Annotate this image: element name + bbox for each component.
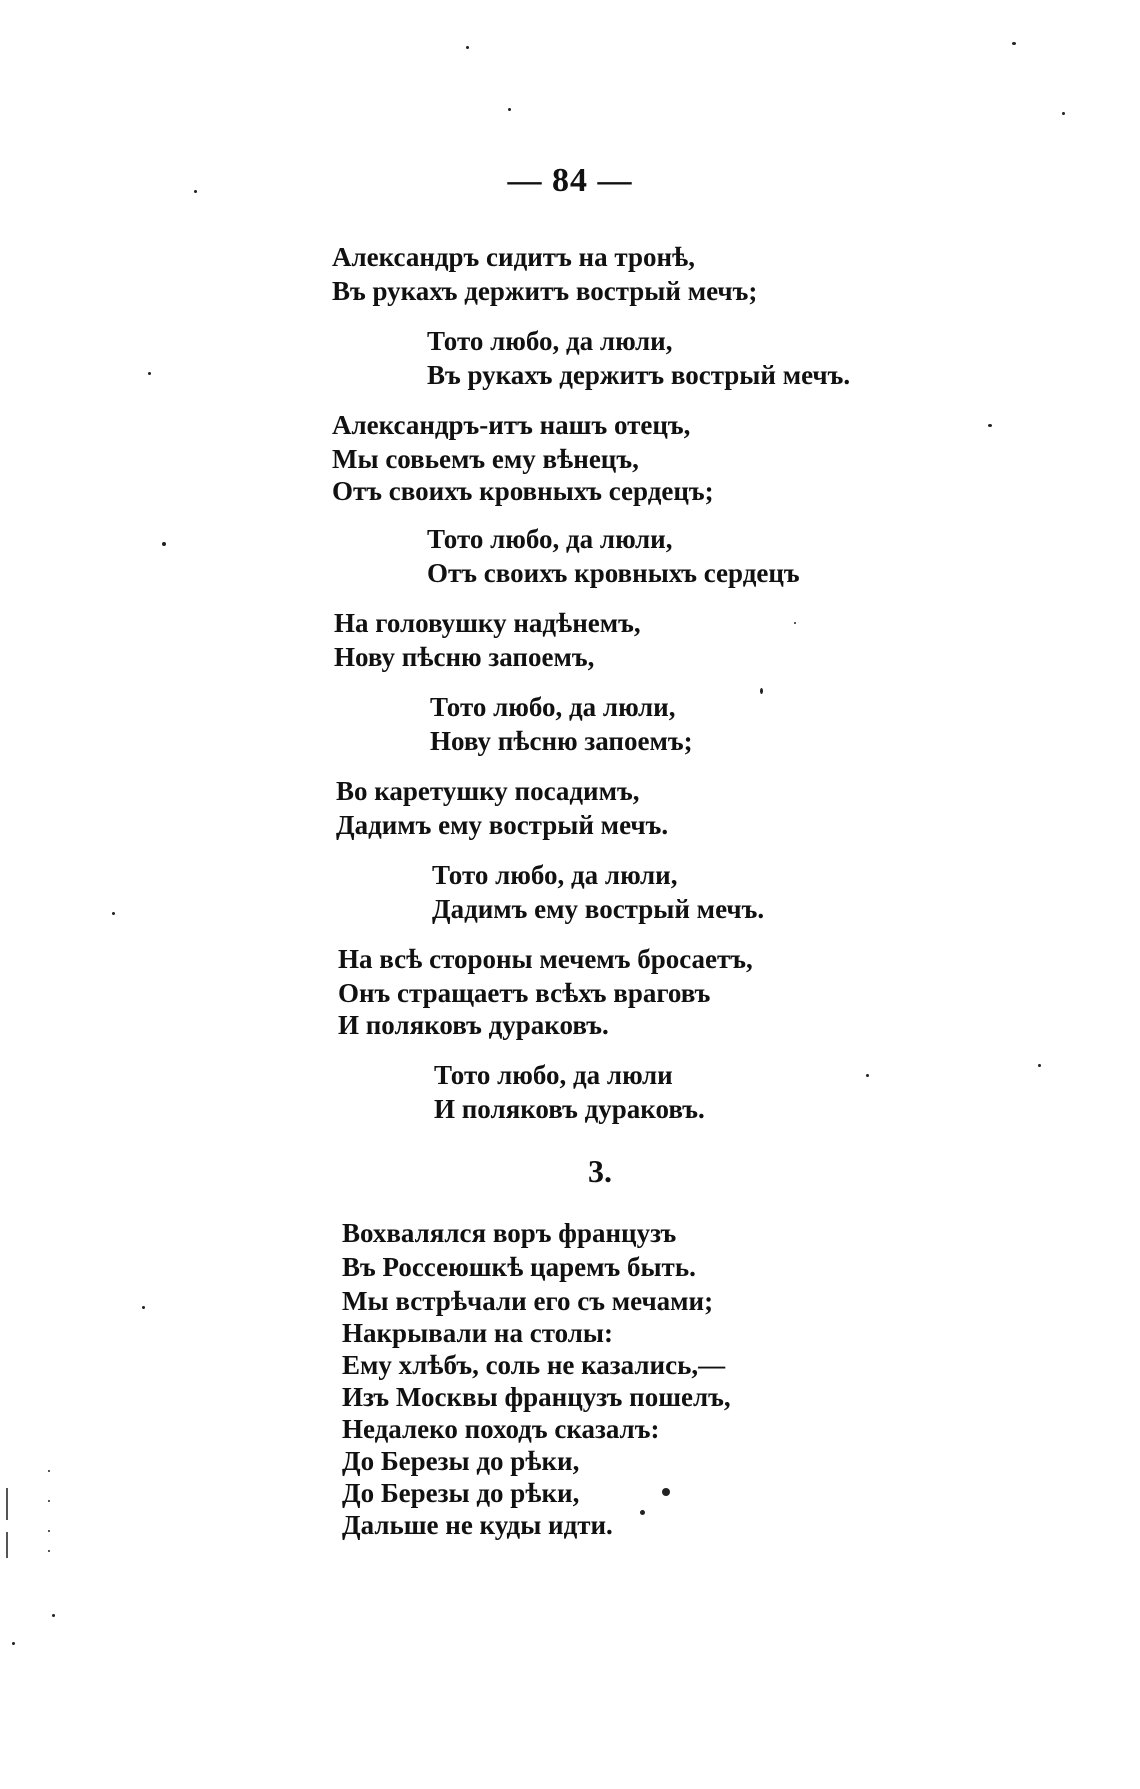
- verse-line: Мы совьемъ ему вѣнецъ,: [332, 444, 639, 474]
- scan-speck: [52, 1614, 55, 1617]
- verse-line: Дадимъ ему вострый мечъ.: [336, 810, 669, 840]
- verse-line: Мы встрѣчали его съ мечами;: [342, 1286, 714, 1316]
- page-number: — 84 —: [507, 162, 633, 199]
- refrain-line: Отъ своихъ кровныхъ сердецъ: [427, 558, 800, 588]
- verse-line: До Березы до рѣки,: [342, 1446, 580, 1476]
- section-number: 3.: [588, 1153, 612, 1189]
- scan-speck: [12, 1642, 15, 1645]
- verse-line: И поляковъ дураковъ.: [338, 1010, 609, 1040]
- verse-line: На головушку надѣнемъ,: [334, 608, 641, 638]
- scan-speck: [112, 912, 115, 915]
- verse-line: Александръ-итъ нашъ отецъ,: [332, 410, 691, 440]
- margin-mark: [6, 1532, 8, 1558]
- verse-line: Онъ стращаетъ всѣхъ враговъ: [338, 978, 711, 1008]
- scan-speck: [866, 1074, 869, 1077]
- verse-line: Въ рукахъ держитъ вострый мечъ;: [332, 276, 758, 306]
- scan-speck: [794, 622, 796, 624]
- refrain-line: И поляковъ дураковъ.: [434, 1094, 705, 1124]
- verse-line: Изъ Москвы французъ пошелъ,: [342, 1382, 731, 1412]
- verse-line: На всѣ стороны мечемъ бросаетъ,: [338, 944, 753, 974]
- scan-speck: [640, 1510, 645, 1515]
- verse-line: Дальше не куды идти.: [342, 1510, 613, 1540]
- scan-speck: [148, 372, 151, 375]
- verse-line: Ему хлѣбъ, соль не казались,—: [342, 1350, 726, 1380]
- refrain-line: Тото любо, да люли: [434, 1060, 673, 1090]
- verse-line: Недалеко походъ сказалъ:: [342, 1414, 660, 1444]
- verse-line: Вохвалялся воръ французъ: [342, 1218, 677, 1248]
- scan-speck: [1038, 1064, 1041, 1067]
- scan-speck: [162, 542, 166, 546]
- refrain-line: Въ рукахъ держитъ вострый мечъ.: [427, 360, 851, 390]
- verse-line: До Березы до рѣки,: [342, 1478, 580, 1508]
- scan-speck: [142, 1306, 145, 1309]
- scan-speck: [48, 1550, 50, 1552]
- verse-line: Во каретушку посадимъ,: [336, 776, 640, 806]
- scan-speck: [466, 46, 469, 49]
- margin-mark: [6, 1488, 8, 1520]
- verse-line: Александръ сидитъ на тронѣ,: [332, 242, 695, 272]
- refrain-line: Дадимъ ему вострый мечъ.: [432, 894, 765, 924]
- scan-speck: [194, 190, 197, 193]
- verse-line: Въ Россеюшкѣ царемъ быть.: [342, 1252, 696, 1282]
- scan-speck: [1062, 112, 1065, 115]
- scan-speck: [48, 1500, 50, 1502]
- scan-speck: [48, 1470, 50, 1472]
- verse-line: Нову пѣсню запоемъ,: [334, 642, 595, 672]
- scan-speck: [760, 688, 763, 694]
- refrain-line: Тото любо, да люли,: [432, 860, 678, 890]
- verse-line: Отъ своихъ кровныхъ сердецъ;: [332, 476, 714, 506]
- refrain-line: Тото любо, да люли,: [427, 524, 673, 554]
- refrain-line: Тото любо, да люли,: [427, 326, 673, 356]
- scan-speck: [508, 108, 511, 111]
- refrain-line: Нову пѣсню запоемъ;: [430, 726, 693, 756]
- scan-speck: [1012, 42, 1016, 45]
- refrain-line: Тото любо, да люли,: [430, 692, 676, 722]
- scan-speck: [48, 1530, 50, 1532]
- scan-speck: [988, 424, 992, 427]
- verse-line: Накрывали на столы:: [342, 1318, 613, 1348]
- scan-speck: [662, 1488, 670, 1496]
